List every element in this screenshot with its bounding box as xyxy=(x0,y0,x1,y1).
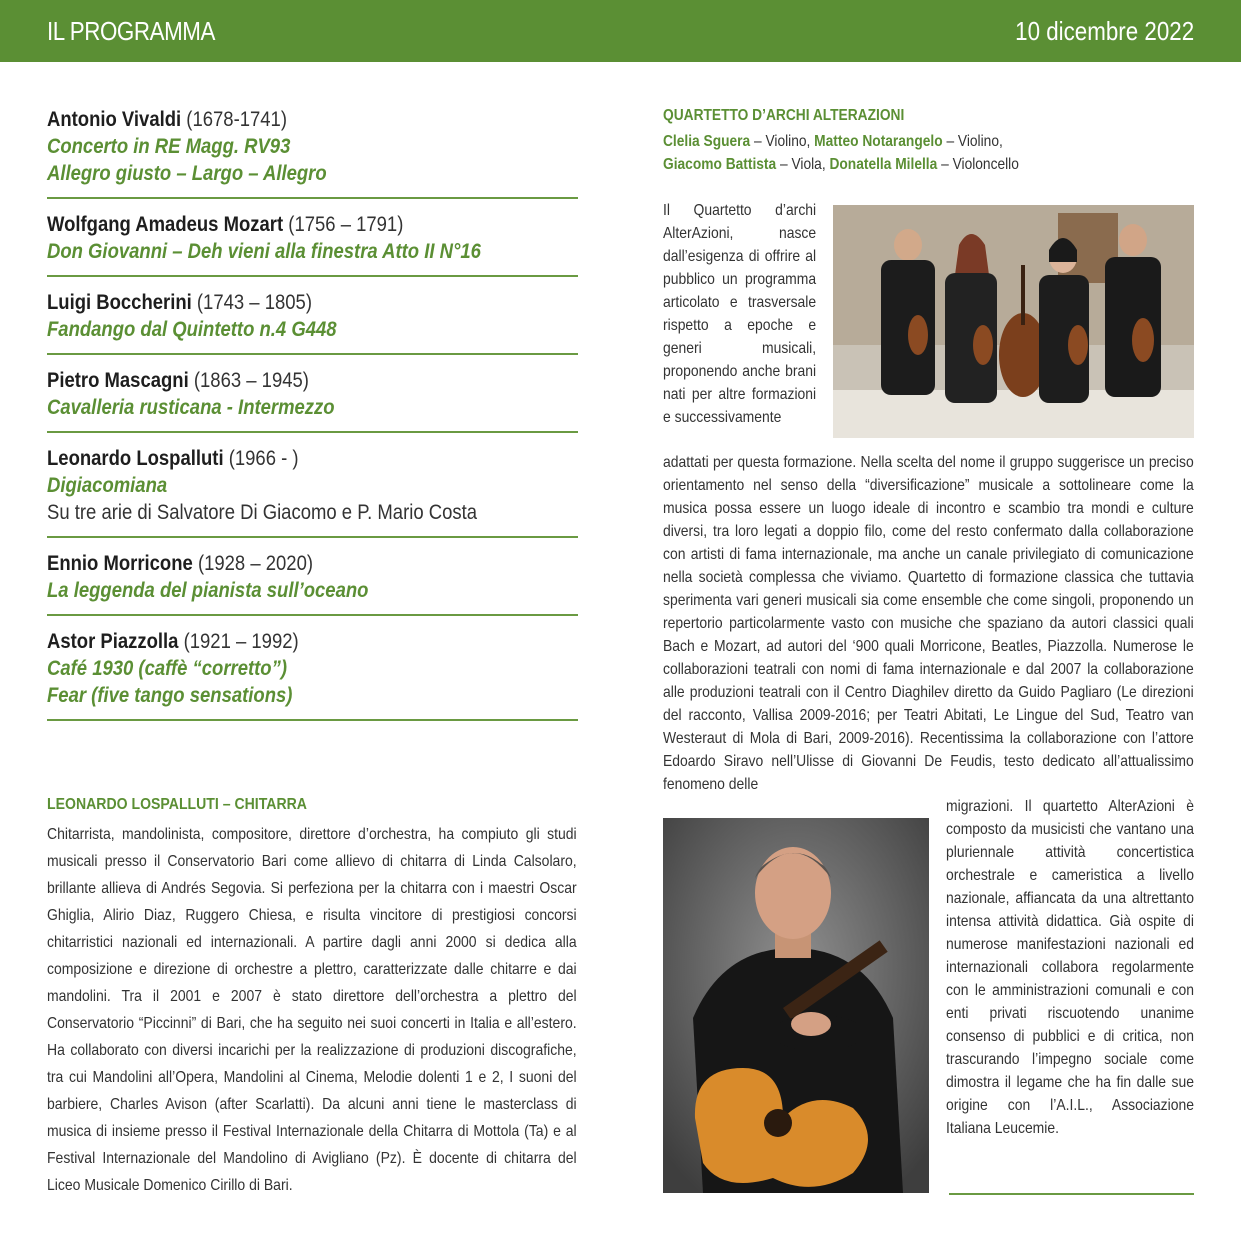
member-name: Giacomo Battista xyxy=(663,156,777,173)
composer-years: (1756 – 1791) xyxy=(283,213,404,236)
composer-name: Antonio Vivaldi xyxy=(47,108,182,131)
page-date: 10 dicembre 2022 xyxy=(1014,16,1194,46)
composer-years: (1928 – 2020) xyxy=(192,552,314,575)
member-role: – Viola, xyxy=(776,156,830,173)
composer-years: (1863 – 1945) xyxy=(188,369,309,392)
work-title: Concerto in RE Magg. RV93 xyxy=(47,135,291,158)
composer-name: Luigi Boccherini xyxy=(47,291,192,314)
program-item xyxy=(47,363,578,433)
member-role: – Violoncello xyxy=(937,156,1019,173)
bio-heading: LEONARDO LOSPALLUTI – CHITARRA xyxy=(47,796,307,813)
program-item xyxy=(47,102,578,199)
composer-years: (1678-1741) xyxy=(181,108,287,131)
guitarist-photo xyxy=(663,818,929,1193)
quartet-heading: QUARTETTO D’ARCHI ALTERAZIONI xyxy=(663,107,905,124)
member-name: Matteo Notarangelo xyxy=(814,133,943,150)
work-title: Digiacomiana xyxy=(47,474,168,497)
program-list xyxy=(47,102,578,729)
program-item xyxy=(47,441,578,538)
quartet-text-main: adattati per questa formazione. Nella scelta del nome il gruppo suggerisce un preciso orientamento nel senso della “diversificazione” musicale a sottolineare come la musica possa essere un luogo ideale di incontro e scambio tra mondi e culture diversi, tra loro legati a doppio filo, come del resto confermato dalla collaborazione con artisti di fama internazionale, ma anche un canale privilegiato di comunicazione nella società complessa che viviamo. Quartetto di formazione classica che tuttavia sperimenta vari generi musicali sia come ensemble che come singoli, proponendo un repertorio particolarmente vasto con musiche che spaziano da autori classici quali Bach e Mozart, ad autori del ‘900 quali Morricone, Beatles, Piazzolla. Numerose le collaborazioni teatrali con nomi di fama internazionale e dal 2007 la collaborazione alle produzioni teatrali con il Centro Diaghilev diretto da Guido Pagliaro (Le direzioni del racconto, Vallisa 2009-2016; per Teatri Abitati, Le Lingue del Sud, Teatro van Westeraut di Mola di Bari, 2009-2016). Recentissima la collaborazione con l’attore Edoardo Siravo nell’Ulisse di Giovanni De Feudis, testo dedicato all’attualissimo fenomeno delle xyxy=(663,454,1194,793)
work-title: Café 1930 (caffè “corretto”) xyxy=(47,657,287,680)
quartet-text-intro: Il Quartetto d’archi AlterAzioni, nasce dall’esigenza di offrire al pubblico un programma articolato e trasversale rispetto a epoche e generi musicali, proponendo anche brani nati per altre formazioni e successivamente xyxy=(663,202,817,426)
composer-name: Ennio Morricone xyxy=(47,552,193,575)
work-title: Fandango dal Quintetto n.4 G448 xyxy=(47,318,337,341)
member-role: – Violino, xyxy=(942,133,1003,150)
program-item xyxy=(47,624,578,721)
composer-name: Wolfgang Amadeus Mozart xyxy=(47,213,284,236)
composer-name: Astor Piazzolla xyxy=(47,630,179,653)
composer-years: (1921 – 1992) xyxy=(178,630,299,653)
quartet-members xyxy=(663,130,1050,176)
header-bar xyxy=(0,0,1241,62)
member-role: – Violino, xyxy=(750,133,815,150)
work-title: La leggenda del pianista sull’oceano xyxy=(47,579,369,602)
program-item xyxy=(47,207,578,277)
page-title: IL PROGRAMMA xyxy=(47,16,215,46)
quartet-text-side: migrazioni. Il quartetto AlterAzioni è composto da musicisti che vantano una pluriennale attività concertistica orchestrale e cameristica a livello nazionale, affiancata da una altrettanto intensa attività didattica. Già ospite di numerose manifestazioni nazionali ed internazionali collabora regolarmente con le amministrazioni comunali e con enti privati riscuotendo unanime consenso di pubblici e di critica, non trascurando l’impegno sociale come dimostra il legame che ha fin dalle sue origine con l’A.I.L., Associazione Italiana Leucemie. xyxy=(946,798,1194,1137)
work-note: Su tre arie di Salvatore Di Giacomo e P. Mario Costa xyxy=(47,501,478,524)
bio-paragraph: Chitarrista, mandolinista, compositore, direttore d’orchestra, ha compiuto gli studi musicali presso il Conservatorio Bari come allievo di chitarra di Linda Calsolaro, brillante allieva di Andrés Segovia. Si perfeziona per la chitarra con i maestri Oscar Ghiglia, Alirio Diaz, Ruggero Chiesa, e risulta vincitore di prestigiosi concorsi chitarristici nazionali ed internazionali. A partire dagli anni 2000 si dedica alla composizione e direzione di orchestre a plettro, caratterizzate dalle chitarre e dai mandolini. Tra il 2001 e 2007 è stato direttore dell’orchestra a plettro del Conservatorio “Piccinni” di Bari, che ha seguito nei suoi concerti in Italia e all’estero. Ha collaborato con diversi incarichi per la realizzazione di produzioni discografiche, tra cui Mandolini all’Opera, Mandolini al Cinema, Melodie dolenti 1 e 2, I suoni del barbiere, Charles Avison (after Scarlatti). Da alcuni anni tiene le masterclass di musica di insieme presso il Festival Internazionale della Chitarra di Mottola (Ta) e al Festival Internazionale del Mandolino di Avigliano (Pz). È docente di chitarra del Liceo Musicale Domenico Cirillo di Bari. xyxy=(47,826,577,1194)
work-title: Allegro giusto – Largo – Allegro xyxy=(47,162,327,185)
program-item xyxy=(47,285,578,355)
composer-years: (1966 - ) xyxy=(223,447,299,470)
composer-name: Leonardo Lospalluti xyxy=(47,447,224,470)
member-name: Donatella Milella xyxy=(829,156,938,173)
work-title: Fear (five tango sensations) xyxy=(47,684,293,707)
quartet-photo xyxy=(833,205,1194,438)
work-title: Don Giovanni – Deh vieni alla finestra Atto II N°16 xyxy=(47,240,481,263)
composer-years: (1743 – 1805) xyxy=(191,291,312,314)
member-name: Clelia Sguera xyxy=(663,133,751,150)
work-title: Cavalleria rusticana - Intermezzo xyxy=(47,396,335,419)
composer-name: Pietro Mascagni xyxy=(47,369,189,392)
divider xyxy=(949,1193,1194,1195)
program-item xyxy=(47,546,578,616)
